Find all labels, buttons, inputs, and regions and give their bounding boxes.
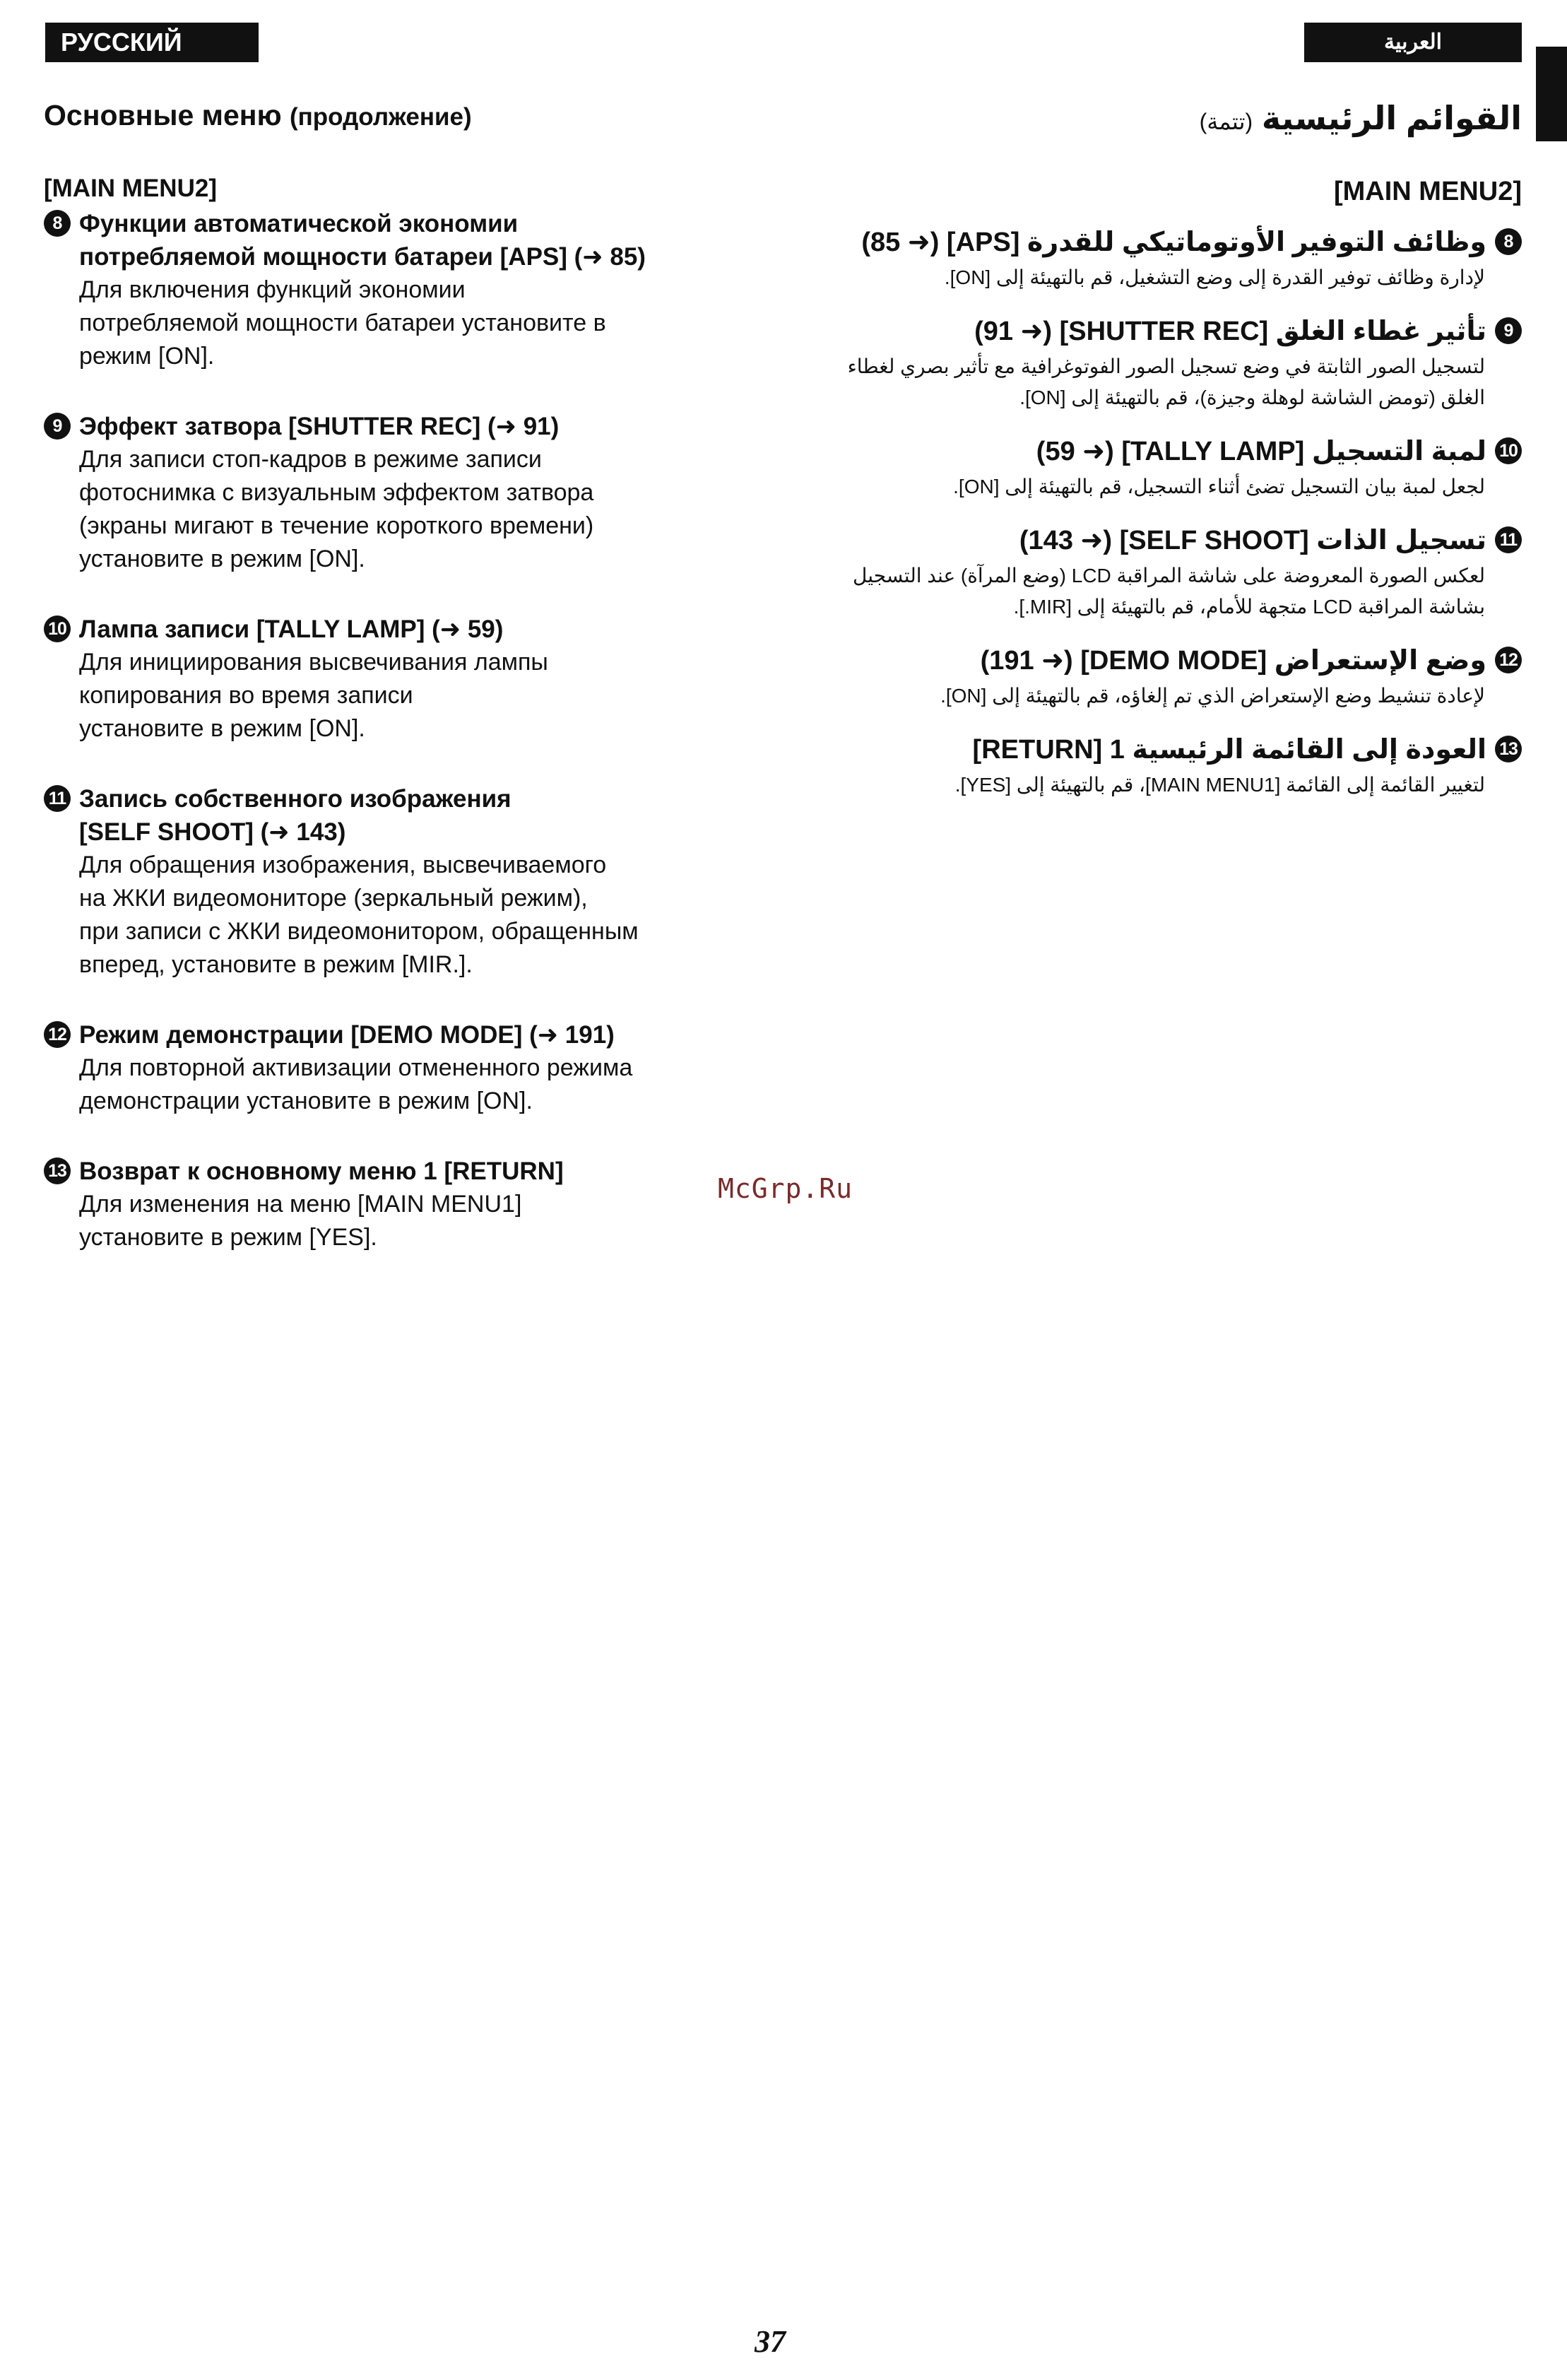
arabic-title-subtitle: (تتمة) — [1199, 109, 1253, 134]
arabic-item-shutter-rec — [780, 312, 1522, 413]
russian-item-demo-mode — [44, 1018, 736, 1118]
item-heading: потребляемой мощности батареи [APS] (➜ 85) — [79, 243, 646, 271]
arabic-item-tally-lamp — [780, 432, 1522, 502]
description-line: لعكس الصورة المعروضة على شاشة المراقبة LCD (وضع المرآة) عند التسجيل — [853, 565, 1485, 587]
description-line: установите в режим [YES]. — [79, 1224, 377, 1251]
russian-title-text: Основные меню — [44, 99, 282, 131]
description-line: الغلق (تومض الشاشة لوهلة وجيزة)، قم بالتهيئة إلى [ON]. — [1019, 387, 1485, 408]
item-heading: Лампа записи [TALLY LAMP] (➜ 59) — [79, 615, 504, 643]
description-line: لإعادة تنشيط وضع الإستعراض الذي تم إلغاؤه، قم بالتهيئة إلى [ON]. — [940, 685, 1485, 707]
russian-item-aps — [44, 207, 736, 373]
description-line: вперед, установите в режим [MIR.]. — [79, 951, 473, 978]
description-line: لتسجيل الصور الثابتة في وضع تسجيل الصور الفوتوغرافية مع تأثير بصري لغطاء — [847, 355, 1485, 377]
description-line: لإدارة وظائف توفير القدرة إلى وضع التشغيل، قم بالتهيئة إلى [ON]. — [944, 266, 1485, 288]
arabic-section-title — [780, 99, 1522, 137]
number-12-icon: 12 — [1495, 647, 1522, 673]
item-description — [780, 681, 1522, 712]
number-10-icon: 10 — [44, 615, 71, 642]
item-description — [780, 351, 1522, 413]
item-description — [44, 646, 736, 746]
description-line: фотоснимка с визуальным эффектом затвора — [79, 479, 594, 506]
item-heading: Режим демонстрации [DEMO MODE] (➜ 191) — [79, 1021, 615, 1049]
item-description — [44, 1188, 736, 1254]
arabic-title-text: القوائم الرئيسية — [1261, 100, 1522, 136]
description-line: демонстрации установите в режим [ON]. — [79, 1088, 533, 1114]
arabic-column — [780, 99, 1522, 819]
edge-thumb-index — [1536, 47, 1567, 141]
item-description — [780, 770, 1522, 801]
item-heading: تأثير غطاء الغلق [SHUTTER REC] (➜ 91) — [974, 317, 1486, 346]
description-line: Для инициирования высвечивания лампы — [79, 649, 548, 676]
arabic-menu-label: [MAIN MENU2] — [1334, 177, 1522, 206]
language-tab-russian: РУССКИЙ ЯЗЫК — [45, 23, 259, 62]
description-line: لتغيير القائمة إلى القائمة [MAIN MENU1]، قم بالتهيئة إلى [YES]. — [954, 774, 1485, 796]
item-heading: العودة إلى القائمة الرئيسية 1 [RETURN] — [972, 735, 1486, 765]
item-description — [44, 1051, 736, 1118]
description-line: на ЖКИ видеомониторе (зеркальный режим), — [79, 885, 588, 912]
number-10-icon: 10 — [1495, 437, 1522, 464]
russian-item-tally-lamp — [44, 613, 736, 746]
item-heading: تسجيل الذات [SELF SHOOT] (➜ 143) — [1019, 526, 1486, 555]
item-heading: وضع الإستعراض [DEMO MODE] (➜ 191) — [980, 646, 1486, 676]
number-13-icon: 13 — [44, 1157, 71, 1184]
item-heading: Возврат к основному меню 1 [RETURN] — [79, 1157, 564, 1185]
item-heading: وظائف التوفير الأوتوماتيكي للقدرة [APS] (➜ 85) — [861, 228, 1486, 257]
number-13-icon: 13 — [1495, 736, 1522, 762]
number-11-icon: 11 — [44, 785, 71, 812]
description-line: Для повторной активизации отмененного режима — [79, 1054, 633, 1081]
description-line: لجعل لمبة بيان التسجيل تضئ أثناء التسجيل، قم بالتهيئة إلى [ON]. — [953, 476, 1485, 497]
description-line: установите в режим [ON]. — [79, 715, 365, 742]
item-description — [780, 471, 1522, 502]
number-11-icon: 11 — [1495, 526, 1522, 553]
description-line: Для обращения изображения, высвечиваемого — [79, 852, 607, 878]
item-heading: Запись собственного изображения — [79, 785, 512, 813]
item-heading: Эффект затвора [SHUTTER REC] (➜ 91) — [79, 413, 560, 440]
russian-menu-label: [MAIN MENU2] — [44, 175, 217, 202]
item-description — [44, 273, 736, 373]
number-8-icon: 8 — [1495, 228, 1522, 255]
item-heading: لمبة التسجيل [TALLY LAMP] (➜ 59) — [1036, 437, 1486, 466]
description-line: بشاشة المراقبة LCD متجهة للأمام، قم بالتهيئة إلى [MIR.]. — [1013, 596, 1485, 618]
description-line: установите в режим [ON]. — [79, 546, 365, 572]
number-12-icon: 12 — [44, 1021, 71, 1048]
description-line: Для записи стоп-кадров в режиме записи — [79, 446, 542, 473]
arabic-item-self-shoot — [780, 521, 1522, 623]
language-tab-arabic: العربية — [1304, 23, 1522, 62]
russian-column — [44, 99, 736, 1291]
russian-item-self-shoot — [44, 782, 736, 982]
item-heading: [SELF SHOOT] (➜ 143) — [79, 818, 346, 846]
item-description — [780, 262, 1522, 293]
page-number: 37 — [755, 2324, 786, 2359]
description-line: потребляемой мощности батареи установите в — [79, 310, 606, 336]
item-description — [44, 443, 736, 576]
description-line: при записи с ЖКИ видеомонитором, обращенным — [79, 918, 639, 945]
arabic-item-aps — [780, 223, 1522, 293]
watermark: McGrp.Ru — [718, 1173, 853, 1204]
item-description — [780, 560, 1522, 623]
description-line: копирования во время записи — [79, 682, 413, 709]
russian-item-return — [44, 1155, 736, 1254]
number-9-icon: 9 — [44, 413, 71, 440]
russian-title-subtitle: (продолжение) — [290, 103, 472, 131]
arabic-item-return — [780, 730, 1522, 801]
description-line: Для включения функций экономии — [79, 276, 466, 303]
number-8-icon: 8 — [44, 210, 71, 237]
number-9-icon: 9 — [1495, 317, 1522, 344]
description-line: режим [ON]. — [79, 343, 215, 370]
description-line: Для изменения на меню [MAIN MENU1] — [79, 1191, 522, 1218]
item-description — [44, 849, 736, 982]
russian-section-title — [44, 99, 736, 132]
russian-item-shutter-rec — [44, 410, 736, 576]
arabic-item-demo-mode — [780, 641, 1522, 712]
item-heading: Функции автоматической экономии — [79, 210, 519, 237]
description-line: (экраны мигают в течение короткого времени) — [79, 512, 594, 539]
